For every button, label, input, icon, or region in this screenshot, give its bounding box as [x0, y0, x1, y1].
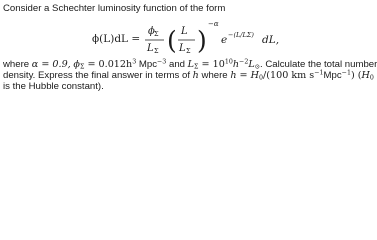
differential-dl: dL,: [262, 34, 280, 46]
mpc-unit-2: Mpc: [323, 70, 342, 82]
equation-lhs: ϕ(L)dL =: [92, 33, 141, 45]
exp-power: −(L/LΣ): [228, 31, 254, 39]
l-star-sub: Σ: [194, 63, 199, 71]
phi-star-symbol: ϕ: [148, 26, 155, 37]
paren-denominator: L: [179, 43, 186, 54]
mpc-exp: −3: [157, 58, 167, 66]
ten-exp: 10: [224, 58, 233, 66]
h0-symbol: H: [361, 70, 370, 82]
exp-base: e: [221, 34, 228, 46]
phi-star-subscript: Σ: [154, 30, 159, 38]
phi-star: ϕ: [73, 59, 80, 70]
problem-body: [3, 58, 377, 93]
h-definition: h = H: [230, 70, 259, 82]
problem-intro: Consider a Schechter luminosity function of the form: [3, 3, 226, 14]
h0-symbol-sub: 0: [369, 74, 374, 82]
calculate-text: . Calculate the total number: [260, 59, 377, 70]
l-h-exp: −2: [239, 58, 249, 66]
close-paren: ): [350, 70, 355, 82]
right-paren: ): [197, 26, 207, 55]
h-symbol: h: [192, 70, 199, 82]
power-alpha: −α: [208, 20, 219, 28]
l-sun: L: [248, 59, 255, 70]
paren-numerator: L: [181, 26, 188, 37]
equation-svg: [0, 19, 350, 59]
phi-star-value: = 0.012h: [84, 59, 133, 70]
h-cubed-exp: 3: [132, 58, 137, 66]
mpc-unit: Mpc: [136, 59, 158, 70]
and-text: and: [166, 59, 188, 70]
l-sun-sub: ⊙: [254, 63, 260, 71]
paren-denominator-subscript: Σ: [186, 47, 191, 55]
schechter-equation: [0, 19, 350, 59]
body-line-1: [3, 58, 377, 71]
l-star-denominator: L: [147, 43, 154, 54]
where-h-text: where: [198, 70, 231, 82]
problem-statement: [0, 0, 377, 93]
h-definition-rest: /(100 km s: [263, 70, 315, 82]
h0-sub: 0: [259, 74, 264, 82]
body-line-3: is the Hubble constant).: [3, 81, 104, 93]
alpha-definition: α = 0.9,: [31, 59, 71, 70]
phi-star-sub: Σ: [79, 63, 85, 71]
km-s-exp: −1: [314, 69, 324, 77]
l-star-denominator-subscript: Σ: [154, 47, 159, 55]
density-text: density. Express the final answer in terms of: [3, 70, 193, 82]
l-star: L: [187, 59, 195, 70]
open-paren: (: [354, 70, 362, 82]
l-h: h: [232, 59, 240, 70]
left-paren: (: [167, 26, 177, 55]
where-text: where: [3, 59, 32, 70]
body-line-2: [3, 69, 374, 82]
mpc-exp-2: −1: [341, 69, 351, 77]
l-star-value: = 10: [198, 59, 225, 70]
